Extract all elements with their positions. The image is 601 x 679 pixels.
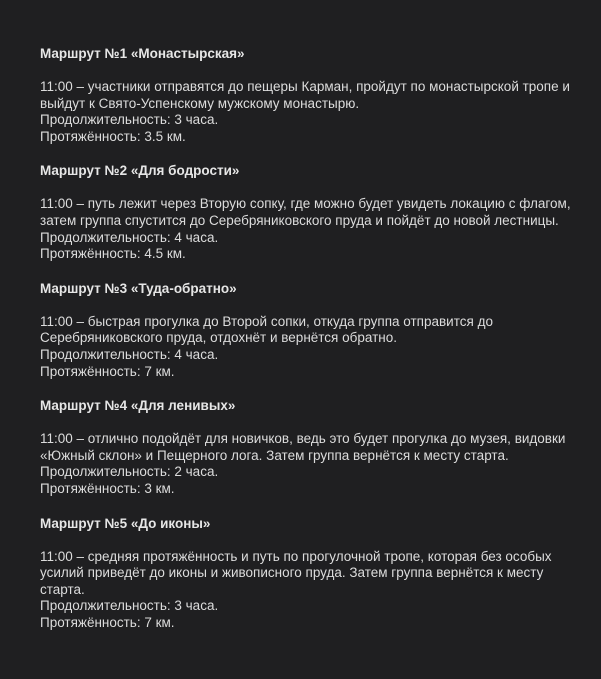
route-item (40, 515, 580, 632)
route-duration: Продолжительность: 3 часа. (40, 112, 219, 128)
route-title: Маршрут №4 «Для ленивых» (40, 398, 236, 414)
route-length: Протяжённость: 3 км. (40, 480, 175, 496)
route-duration: Продолжительность: 3 часа. (40, 598, 219, 614)
route-item (40, 280, 580, 380)
route-item (40, 397, 580, 497)
routes-list (40, 45, 580, 631)
route-length: Протяжённость: 4.5 км. (40, 246, 186, 262)
route-length: Протяжённость: 7 км. (40, 363, 175, 379)
route-duration: Продолжительность: 4 часа. (40, 229, 219, 245)
route-length: Протяжённость: 3.5 км. (40, 128, 186, 144)
route-duration: Продолжительность: 2 часа. (40, 464, 219, 480)
route-description: 11:00 – быстрая прогулка до Второй сопки, откуда группа отправится до Серебряниковского пруда, отдохнёт и вернётся обратно. (40, 313, 493, 346)
route-description: 11:00 – участники отправятся до пещеры Карман, пройдут по монастырской тропе и выйдут к Свято-Успенскому мужскому монастырю. (40, 79, 570, 111)
route-item (40, 162, 580, 262)
route-title: Маршрут №3 «Туда-обратно» (40, 280, 237, 296)
route-title: Маршрут №5 «До иконы» (40, 515, 211, 531)
route-duration: Продолжительность: 4 часа. (40, 346, 219, 362)
route-title: Маршрут №1 «Монастырская» (40, 46, 245, 61)
route-length: Протяжённость: 7 км. (40, 614, 175, 630)
route-item (40, 45, 580, 145)
route-description: 11:00 – путь лежит через Вторую сопку, где можно будет увидеть локацию с флагом, затем группа спустится до Серебряниковского пруда и пойдёт до новой лестницы. (40, 196, 571, 228)
route-description: 11:00 – отлично подойдёт для новичков, ведь это будет прогулка до музея, видовки «Южный склон» и Пещерного лога. Затем группа вернётся к месту старта. (40, 431, 566, 463)
route-title: Маршрут №2 «Для бодрости» (40, 163, 240, 179)
route-description: 11:00 – средняя протяжённость и путь по прогулочной тропе, которая без особых усилий приведёт до иконы и живописного пруда. Затем группа вернётся к месту старта. (40, 548, 552, 597)
